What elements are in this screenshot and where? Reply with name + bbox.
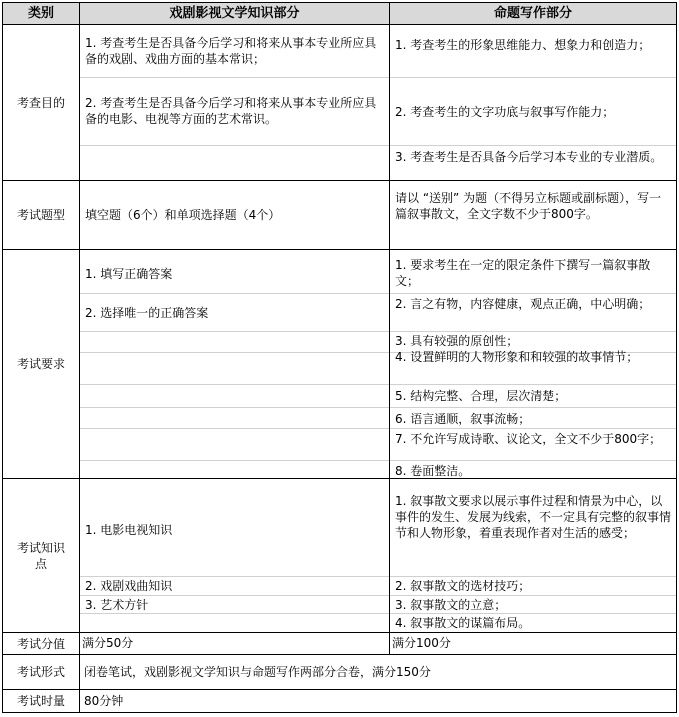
knowledge-points-writing-item: 1. 叙事散文要求以展示事件过程和情景为中心，以事件的发生、发展为线索，不一定具有完整的叙事情节和人物形象，着重表现作者对生活的感受；	[395, 494, 672, 540]
question-type-writing-cell	[389, 180, 677, 250]
row-label-format-text: 考试形式	[16, 665, 65, 679]
knowledge-points-writing-cell	[389, 478, 677, 633]
purpose-writing-cell	[389, 24, 677, 181]
purpose-writing-item: 3. 考查考生是否具备今后学习本专业的专业潜质。	[395, 150, 663, 164]
score-writing-cell	[389, 632, 677, 655]
purpose-knowledge-item: 2. 考查考生是否具备今后学习和将来从事本专业所应具备的电影、电视等方面的艺术常识。	[85, 96, 377, 126]
score-writing-text: 满分100分	[392, 636, 451, 650]
requirements-knowledge-item: 2. 选择唯一的正确答案	[85, 306, 209, 320]
requirements-writing-item: 7. 不允许写成诗歌、议论文，全文不少于800字；	[395, 432, 662, 446]
row-label-question-type	[2, 180, 80, 250]
row-label-knowledge-points-text: 点	[34, 556, 47, 571]
requirements-knowledge-item: 1. 填写正确答案	[85, 267, 173, 281]
format-cell	[79, 654, 677, 690]
row-label-duration	[2, 689, 80, 713]
purpose-writing-item: 1. 考查考生的形象思维能力、想象力和创造力；	[395, 38, 651, 52]
exam-outline-table	[2, 2, 677, 715]
duration-text: 80分钟	[84, 694, 124, 708]
knowledge-points-writing-item: 2. 叙事散文的选材技巧；	[395, 579, 531, 593]
row-label-score	[2, 632, 80, 655]
knowledge-points-knowledge-item: 3. 艺术方针	[85, 598, 149, 612]
requirements-writing-item: 3. 具有较强的原创性；	[395, 334, 519, 348]
header-knowledge: 戏剧影视文学知识部分	[79, 2, 390, 25]
question-type-knowledge-cell	[79, 180, 390, 250]
knowledge-points-writing-item: 4. 叙事散文的谋篇布局。	[395, 616, 531, 630]
knowledge-points-writing-item: 3. 叙事散文的立意；	[395, 598, 507, 612]
requirements-writing-cell	[389, 249, 677, 479]
requirements-writing-item: 1. 要求考生在一定的限定条件下撰写一篇叙事散文；	[395, 258, 651, 288]
row-label-format	[2, 654, 80, 690]
row-label-knowledge-points	[2, 478, 80, 633]
requirements-writing-item: 4. 设置鲜明的人物形象和和较强的故事情节；	[395, 350, 639, 364]
row-label-question-type-text: 考试题型	[16, 208, 65, 222]
purpose-knowledge-item: 1. 考查考生是否具备今后学习和将来从事本专业所应具备的戏剧、戏曲方面的基本常识；	[85, 36, 377, 66]
format-text: 闭卷笔试，戏剧影视文学知识与命题写作两部分合卷，满分150分	[84, 665, 431, 679]
requirements-knowledge-cell	[79, 249, 390, 479]
header-category: 类别	[2, 2, 80, 25]
score-knowledge-cell	[79, 632, 390, 655]
knowledge-points-knowledge-item: 1. 电影电视知识	[85, 523, 173, 537]
row-label-purpose-text: 考查目的	[16, 95, 65, 110]
question-type-knowledge-text: 填空题（6个）和单项选择题（4个）	[85, 208, 281, 222]
row-label-score-text: 考试分值	[16, 636, 65, 651]
requirements-writing-item: 2. 言之有物，内容健康，观点正确，中心明确；	[395, 297, 651, 311]
requirements-writing-item: 8. 卷面整洁。	[395, 464, 471, 478]
knowledge-points-knowledge-item: 2. 戏剧戏曲知识	[85, 579, 173, 593]
row-label-requirements-text: 考试要求	[16, 357, 65, 371]
row-label-requirements	[2, 249, 80, 479]
header-writing: 命题写作部分	[389, 2, 677, 25]
purpose-writing-item: 2. 考查考生的文字功底与叙事写作能力；	[395, 105, 615, 119]
row-label-purpose	[2, 24, 80, 181]
purpose-knowledge-cell	[79, 24, 390, 181]
score-knowledge-text: 满分50分	[82, 636, 134, 650]
row-label-knowledge-points-text: 考试知识	[16, 540, 65, 555]
row-label-duration-text: 考试时量	[16, 694, 65, 708]
requirements-writing-item: 6. 语言通顺，叙事流畅；	[395, 412, 531, 426]
question-type-writing-text: 请以 “送别” 为题（不得另立标题或副标题），写一篇叙事散文，全文字数不少于800字。	[395, 191, 662, 221]
duration-cell	[79, 689, 677, 713]
knowledge-points-knowledge-cell	[79, 478, 390, 633]
requirements-writing-item: 5. 结构完整、合理，层次清楚；	[395, 389, 567, 403]
